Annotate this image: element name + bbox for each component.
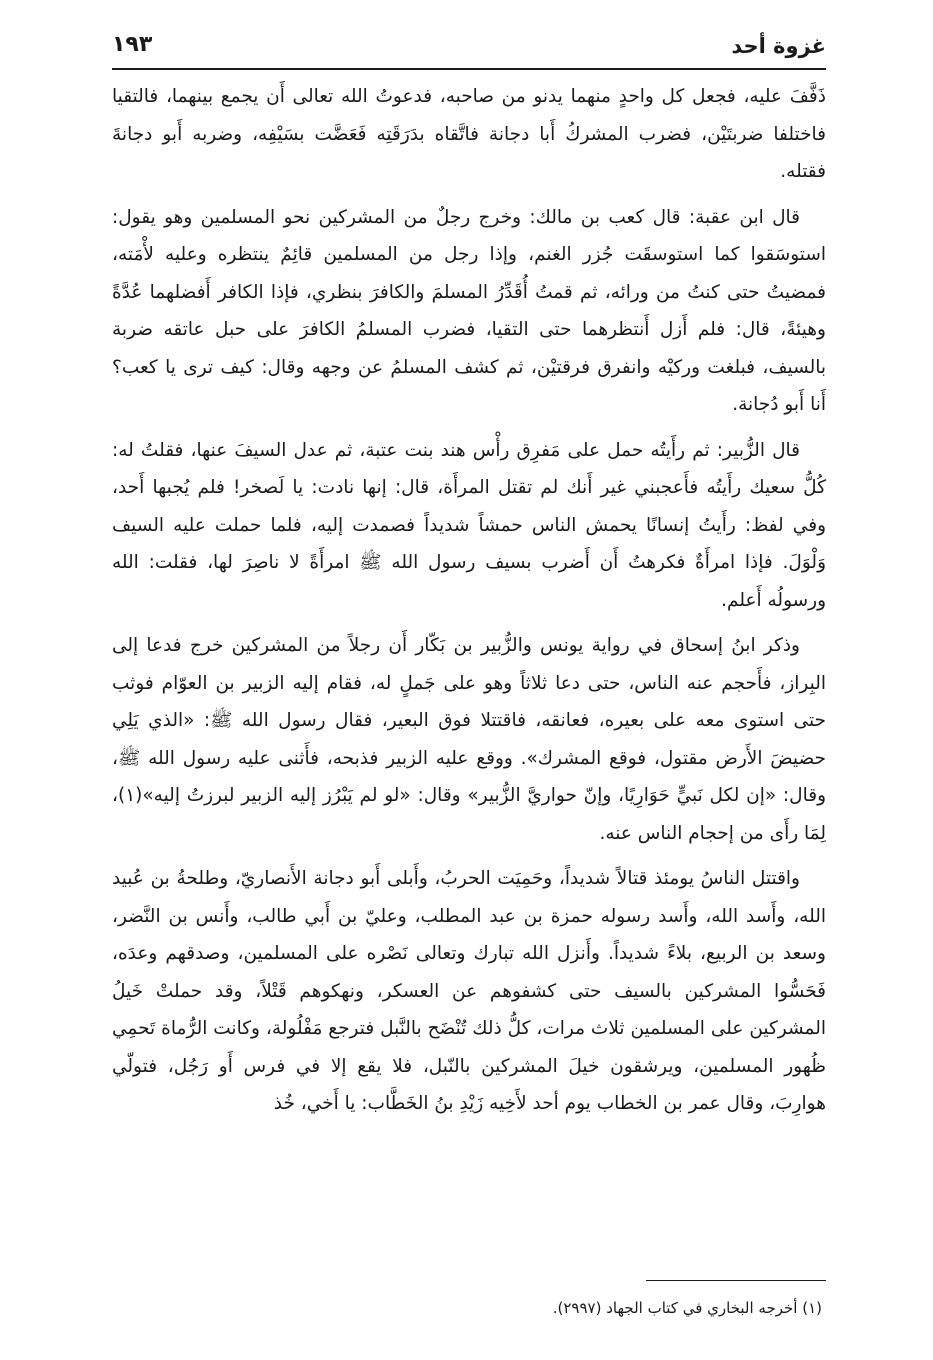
paragraph-3: قال الزُّبير: ثم رأَيتُه حمل على مَفرِق رأْس هند بنت عتبة، ثم عدل السيفَ عنها، فقلتُ له: كُلُّ سعيك رأَيتُه فأَعجبني غير أَنك لم تقتل المرأَة، قال: إنها نادت: يا لَصخر! فلم يُجبها أَحد، وفي لفظ: رأَيتُ إنسانًا يحمش الناس حمشاً شديداً فصمدت إليه، فلما حملت عليه السيف وَلْوَلَ. فإذا امرأَةٌ فكرهتُ أَن أَضرب بسيف رسول الله ﷺ امرأَةً لا ناصِرَ لها، فقلت: الله ورسولُه أَعلم. xyxy=(112,439,826,611)
running-header xyxy=(112,30,826,70)
footnote-divider xyxy=(646,1280,826,1281)
page-number: ١٩٣ xyxy=(112,32,153,57)
paragraph-5: واقتتل الناسُ يومئذ قتالاً شديداً، وحَمِيَت الحربُ، وأَبلى أَبو دجانة الأَنصاريّ، وطلحةُ بن عُبيد الله، وأَسد الله، وأَسد رسوله حمزة بن عبد المطلب، وعليّ بن أَبي طالب، وأَنس بن النَّضر، وسعد بن الربيع، بلاءً شديداً. وأَنزل الله تبارك وتعالى نَصْره على المسلمين، وصدقهم وعدَه، فَحَسُّوا المشركين بالسيف حتى كشفوهم عن العسكر، ونهكوهم قَتْلاً، وقد حملتْ خَيلُ المشركين على المسلمين ثلاث مرات، كلُّ ذلك تُنْضَح بالنَّبل فترجع مَفْلُولة، وكانت الرُّماة تَحمِي ظُهور المسلمين، ويرشقون خيلَ المشركين بالنّبل، فلا يقع إلا في فرس أَو رَجُل، فتولّي هوارِبَ، وقال عمر بن الخطاب يوم أحد لأَخِيه زَيْدِ بنُ الخَطَّاب: يا أَخي، خُذ xyxy=(112,868,826,1114)
paragraph-2: قال ابن عقبة: قال كعب بن مالك: وخرج رجلٌ من المشركين نحو المسلمين وهو يقول: استوسَقوا كما استوسقَت جُزر الغنم، وإذا رجل من المسلمين قائِمٌ ينتظره وعليه لأْمَته، فمضيتُ حتى كنتُ من ورائه، ثم قمتُ أُقَدِّرُ المسلمَ والكافرَ بنظري، فإذا الكافر أَفضلهما عُدَّةً وهيئةً، قال: فلم أَزل أَنتظرهما حتى التقيا، فضرب المسلمُ الكافرَ على حبل عاتقه ضربة بالسيف، فبلغت وركيْه وانفرق فرقتيْن، ثم كشف المسلمُ عن وجهه وقال: كيف ترى يا كعب؟ أَنا أَبو دُجانة. xyxy=(112,206,826,415)
book-page xyxy=(112,30,826,1330)
body-text xyxy=(112,78,826,1123)
paragraph-4: وذكر ابنُ إسحاق في رواية يونس والزُّبير بن بَكّار أَن رجلاً من المشركين خرج فدعا إلى البِراز، فأَحجم عنه الناس، حتى دعا ثلاثاً وهو على جَملٍ له، فقام إليه الزبير بن العوّام فوثب حتى استوى معه على بعيره، فعانقه، فاقتتلا فوق البعير، فقال رسول الله ﷺ: «الذي يَلِي حضيضَ الأَرض مقتول، فوقع المشرك». ووقع عليه الزبير فذبحه، فأَثنى عليه رسول الله ﷺ، وقال: «إن لكل نَبيٍّ حَوَارِيًا، وإنّ حواريَّ الزُّبير» وقال: «لو لم يَبْرُز إليه الزبير لبرزتُ إليه»(١)، لِمَا رأَى من إحجام الناس عنه. xyxy=(112,635,826,844)
paragraph-1: ذَفَّفَ عليه، فجعل كل واحدٍ منهما يدنو من صاحبه، فدعوتُ الله تعالى أَن يجمع بينهما، فالتقيا فاختلفا ضربتَيْن، فضرب المشركُ أَبا دجانة فاتَّقاه بدَرَقَتِه فَعَضَّت بسَيْفِه، وضربه أَبو دجانةَ فقتله. xyxy=(112,86,826,182)
footnote: (١) أخرجه البخاري في كتاب الجهاد (٢٩٩٧). xyxy=(552,1299,822,1317)
chapter-title: غزوة أحد xyxy=(731,34,826,58)
